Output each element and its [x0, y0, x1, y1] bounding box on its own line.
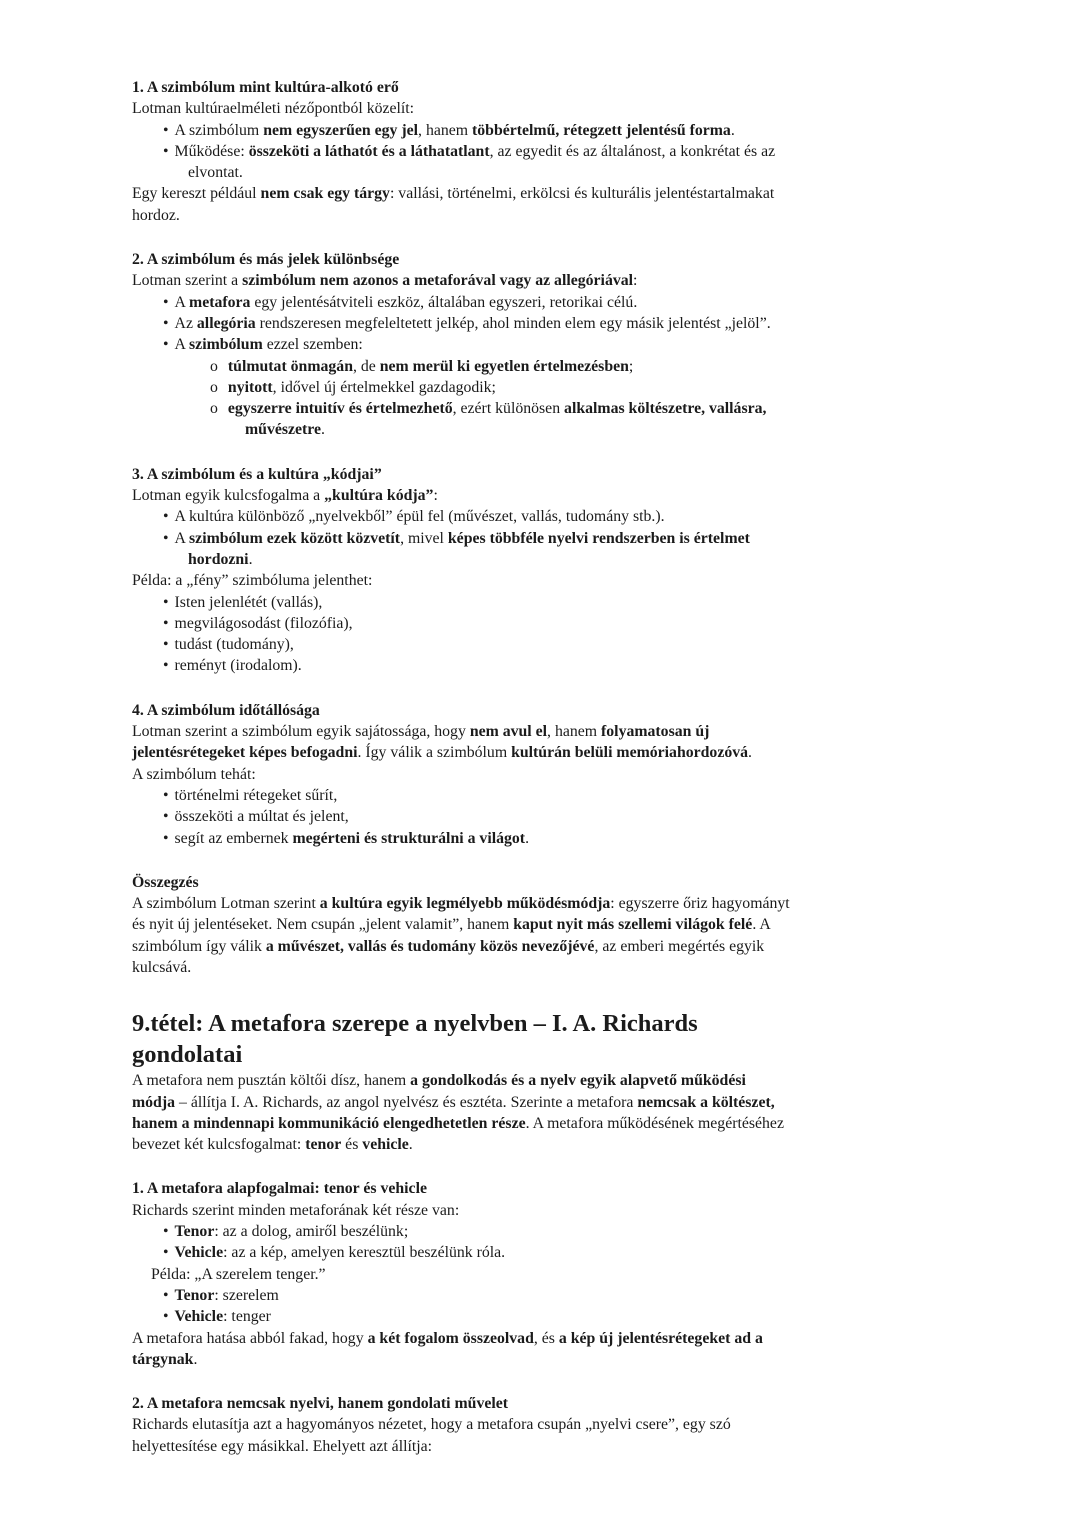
sub-bullet-marker: o — [210, 400, 218, 418]
text-segment: egy jelentésátviteli eszköz, általában egyszeri, retorikai célú. — [250, 293, 638, 311]
paragraph — [132, 270, 792, 291]
section-heading — [132, 872, 792, 893]
paragraph — [132, 98, 792, 119]
paragraph — [132, 183, 792, 226]
text-segment: , ezért különösen — [452, 400, 565, 418]
text-segment: kultúrán belüli memóriahordozóvá — [511, 744, 749, 762]
bullet-marker: • — [163, 808, 169, 826]
text-segment: A — [174, 293, 190, 311]
text-segment: történelmi rétegeket sűrít, — [174, 786, 338, 804]
paragraph — [132, 485, 792, 506]
bullet-marker: • — [163, 1286, 169, 1304]
text-segment: 1. A metafora alapfogalmai: tenor és vehicle — [132, 1180, 427, 1198]
text-segment: ; — [628, 357, 634, 375]
section-heading — [132, 1393, 792, 1414]
text-segment: Példa: „A szerelem tenger.” — [151, 1265, 326, 1283]
text-segment: szimbólum ezek között közvetít — [189, 529, 401, 547]
section-heading — [132, 464, 792, 485]
text-segment: . A szimbólum így válik — [132, 916, 770, 955]
text-segment: : szerelem — [214, 1286, 279, 1304]
bullet-marker: • — [163, 614, 169, 632]
text-segment: : — [433, 487, 438, 505]
bullet-item — [132, 828, 792, 849]
text-segment: Működése: — [174, 142, 249, 160]
text-segment: nem merül ki egyetlen értelmezésben — [379, 357, 629, 375]
text-segment: . — [248, 550, 253, 568]
text-segment: Egy kereszt például — [132, 185, 261, 203]
text-segment: , és — [533, 1329, 559, 1347]
bullet-marker: • — [163, 786, 169, 804]
text-segment: megvilágosodást (filozófia), — [174, 614, 353, 632]
sub-bullet-item — [132, 398, 792, 441]
text-segment: . A metafora működésének megértéséhez bevezet két kulcsfogalmat: — [132, 1114, 784, 1154]
bullet-marker: • — [163, 636, 169, 654]
paragraph — [132, 1328, 792, 1371]
text-segment: A szimbólum Lotman szerint — [132, 895, 320, 913]
text-segment: . — [748, 744, 752, 762]
text-segment: Vehicle — [174, 1244, 224, 1262]
bullet-item — [132, 613, 792, 634]
text-segment: , mivel — [400, 529, 448, 547]
bullet-item — [132, 313, 792, 334]
text-segment: Lotman egyik kulcsfogalma a — [132, 487, 325, 505]
text-segment: megérteni és strukturálni a világot — [292, 829, 526, 847]
text-segment: – állítja I. A. Richards, az angol nyelvész és esztéta. Szerinte a metafora — [175, 1093, 638, 1111]
text-segment: : — [633, 272, 638, 290]
text-segment: A kultúra különböző „nyelvekből” épül fel (művészet, vallás, tudomány stb.). — [174, 508, 665, 526]
text-segment: : vallási, történelmi, erkölcsi és kulturális jelentéstartalmakat hordoz. — [132, 185, 775, 224]
text-segment: : egyszerre őriz hagyományt és nyit új jelentéseket. Nem csupán „jelent valamit”, hanem — [132, 895, 790, 934]
text-segment: a művészet, vallás és tudomány közös nevezőjévé — [265, 937, 595, 955]
text-segment: szimbólum nem azonos a metaforával vagy az allegóriával — [242, 272, 634, 290]
bullet-item — [132, 634, 792, 655]
text-segment: 2. A szimbólum és más jelek különbsége — [132, 251, 400, 269]
text-segment: 3. A szimbólum és a kultúra „kódjai” — [132, 465, 382, 483]
text-segment: túlmutat önmagán — [227, 357, 353, 375]
section-heading — [132, 249, 792, 270]
text-segment: a kultúra egyik legmélyebb működésmódja — [319, 895, 611, 913]
bullet-marker: • — [163, 293, 169, 311]
text-segment: allegória — [196, 314, 256, 332]
text-segment: a gondolkodás és a nyelv egyik alapvető működési módja — [132, 1072, 746, 1111]
text-segment: A szimbólum tehát: — [132, 765, 256, 783]
bullet-marker: • — [163, 593, 169, 611]
text-segment: kaput nyit más szellemi világok felé — [513, 916, 753, 934]
text-segment: képes többféle nyelvi rendszerben is értelmet hordozni — [188, 529, 750, 568]
text-segment: A — [174, 336, 190, 354]
text-segment: . — [730, 121, 735, 139]
text-segment: Vehicle — [174, 1308, 224, 1326]
text-segment: egyszerre intuitív és értelmezhető — [227, 400, 453, 418]
text-segment: Példa: a „fény” szimbóluma jelenthet: — [132, 572, 373, 590]
text-segment: Tenor — [174, 1223, 215, 1241]
text-segment: reményt (irodalom). — [174, 657, 302, 675]
text-segment: 4. A szimbólum időtállósága — [132, 701, 320, 719]
text-segment: Richards elutasítja azt a hagyományos nézetet, hogy a metafora csupán „nyelvi csere”, egy szó helyettesítése egy másikkal. Ehelyett azt állítja: — [132, 1416, 731, 1455]
document-title — [132, 1008, 792, 1070]
text-segment: nemcsak a költészet, hanem a mindennapi kommunikáció elengedhetetlen része — [132, 1093, 775, 1132]
text-segment: összeköti a múltat és jelent, — [174, 808, 349, 826]
paragraph — [132, 893, 792, 978]
bullet-marker: • — [163, 529, 169, 547]
paragraph — [132, 570, 792, 591]
bullet-item — [132, 592, 792, 613]
text-segment: 9.tétel: A metafora szerepe a nyelvben – I. A. Richards gondolatai — [132, 1010, 698, 1069]
text-segment: Isten jelenlétét (vallás), — [174, 593, 323, 611]
text-segment: , idővel új értelmekkel gazdagodik; — [272, 378, 496, 396]
text-segment: Lotman szerint a szimbólum egyik sajátossága, hogy — [132, 723, 470, 741]
text-segment: nem csak egy tárgy — [260, 185, 390, 203]
text-segment: nem egyszerűen egy jel — [263, 121, 419, 139]
bullet-item — [132, 141, 792, 184]
text-segment: Tenor — [174, 1286, 215, 1304]
sub-bullet-marker: o — [210, 378, 218, 396]
text-segment: . Így válik a szimbólum — [357, 744, 512, 762]
text-segment: vehicle — [362, 1136, 409, 1154]
text-segment: , hanem — [547, 723, 602, 741]
text-segment: . — [525, 829, 530, 847]
text-segment: ezzel szemben: — [262, 336, 363, 354]
bullet-marker: • — [163, 1223, 169, 1241]
paragraph — [132, 1070, 792, 1155]
text-segment: tenor — [305, 1136, 342, 1154]
text-segment: nyitott — [227, 378, 273, 396]
text-segment: segít az embernek — [174, 829, 293, 847]
text-segment: , az emberi megértés egyik kulcsává. — [132, 937, 765, 976]
section-heading — [132, 700, 792, 721]
bullet-item — [132, 655, 792, 676]
bullet-marker: • — [163, 121, 169, 139]
bullet-marker: • — [163, 1244, 169, 1262]
text-segment: : az a dolog, amiről beszélünk; — [214, 1223, 409, 1241]
bullet-item — [132, 1242, 792, 1263]
text-segment: : tenger — [223, 1308, 271, 1326]
bullet-item — [132, 806, 792, 827]
bullet-item — [132, 334, 792, 355]
text-segment: Lotman kultúraelméleti nézőpontból közelít: — [132, 100, 415, 118]
bullet-marker: • — [163, 1308, 169, 1326]
bullet-item — [132, 1285, 792, 1306]
text-segment: 1. A szimbólum mint kultúra-alkotó erő — [132, 79, 399, 96]
bullet-item — [132, 785, 792, 806]
text-segment: szimbólum — [189, 336, 263, 354]
text-segment: , hanem — [418, 121, 473, 139]
text-segment: . — [321, 421, 325, 439]
paragraph — [132, 1264, 792, 1285]
paragraph — [132, 721, 792, 764]
bullet-marker: • — [163, 508, 169, 526]
text-segment: : az a kép, amelyen keresztül beszélünk róla. — [223, 1244, 506, 1262]
bullet-item — [132, 120, 792, 141]
paragraph — [132, 1200, 792, 1221]
text-segment: A metafora nem pusztán költői dísz, hanem — [132, 1072, 411, 1090]
bullet-item — [132, 1306, 792, 1327]
text-segment: A metafora hatása abból fakad, hogy — [132, 1329, 368, 1347]
text-segment: A szimbólum — [174, 121, 264, 139]
text-segment: alkalmas költészetre, vallásra, művészetre — [245, 400, 767, 439]
document-content — [132, 77, 792, 1457]
text-segment: és — [341, 1136, 363, 1154]
bullet-item — [132, 506, 792, 527]
text-segment: Richards szerint minden metaforának két része van: — [132, 1201, 460, 1219]
text-segment: a két fogalom összeolvad — [367, 1329, 534, 1347]
paragraph — [132, 1414, 792, 1457]
sub-bullet-marker: o — [210, 357, 218, 375]
section-heading — [132, 77, 792, 98]
text-segment: Lotman szerint a — [132, 272, 243, 290]
text-segment: a kép új jelentésrétegeket ad a tárgynak — [132, 1329, 763, 1368]
text-segment: összeköti a láthatót és a láthatatlant — [248, 142, 490, 160]
bullet-item — [132, 1221, 792, 1242]
text-segment: Az — [174, 314, 197, 332]
paragraph — [132, 764, 792, 785]
section-heading — [132, 1178, 792, 1199]
text-segment: metafora — [189, 293, 251, 311]
text-segment: 2. A metafora nemcsak nyelvi, hanem gondolati művelet — [132, 1395, 509, 1413]
text-segment: „kultúra kódja” — [324, 487, 434, 505]
bullet-marker: • — [163, 314, 169, 332]
bullet-marker: • — [163, 142, 169, 160]
sub-bullet-item — [132, 377, 792, 398]
text-segment: nem avul el — [469, 723, 548, 741]
bullet-marker: • — [163, 829, 169, 847]
text-segment: tudást (tudomány), — [174, 636, 294, 654]
text-segment: Összegzés — [132, 873, 199, 891]
bullet-marker: • — [163, 336, 169, 354]
bullet-item — [132, 292, 792, 313]
text-segment: , az egyedit és az általánost, a konkrétat és az elvontat. — [188, 142, 776, 182]
text-segment: . — [193, 1350, 198, 1368]
text-segment: A — [174, 529, 190, 547]
bullet-marker: • — [163, 657, 169, 675]
text-segment: rendszeresen megfeleltetett jelkép, ahol minden elem egy másik jelentést „jelöl”. — [255, 314, 771, 332]
sub-bullet-item — [132, 356, 792, 377]
text-segment: , de — [352, 357, 380, 375]
bullet-item — [132, 528, 792, 571]
text-segment: . — [408, 1136, 413, 1154]
text-segment: többértelmű, rétegzett jelentésű forma — [472, 121, 731, 139]
text-segment: folyamatosan új jelentésrétegeket képes befogadni — [132, 723, 710, 762]
